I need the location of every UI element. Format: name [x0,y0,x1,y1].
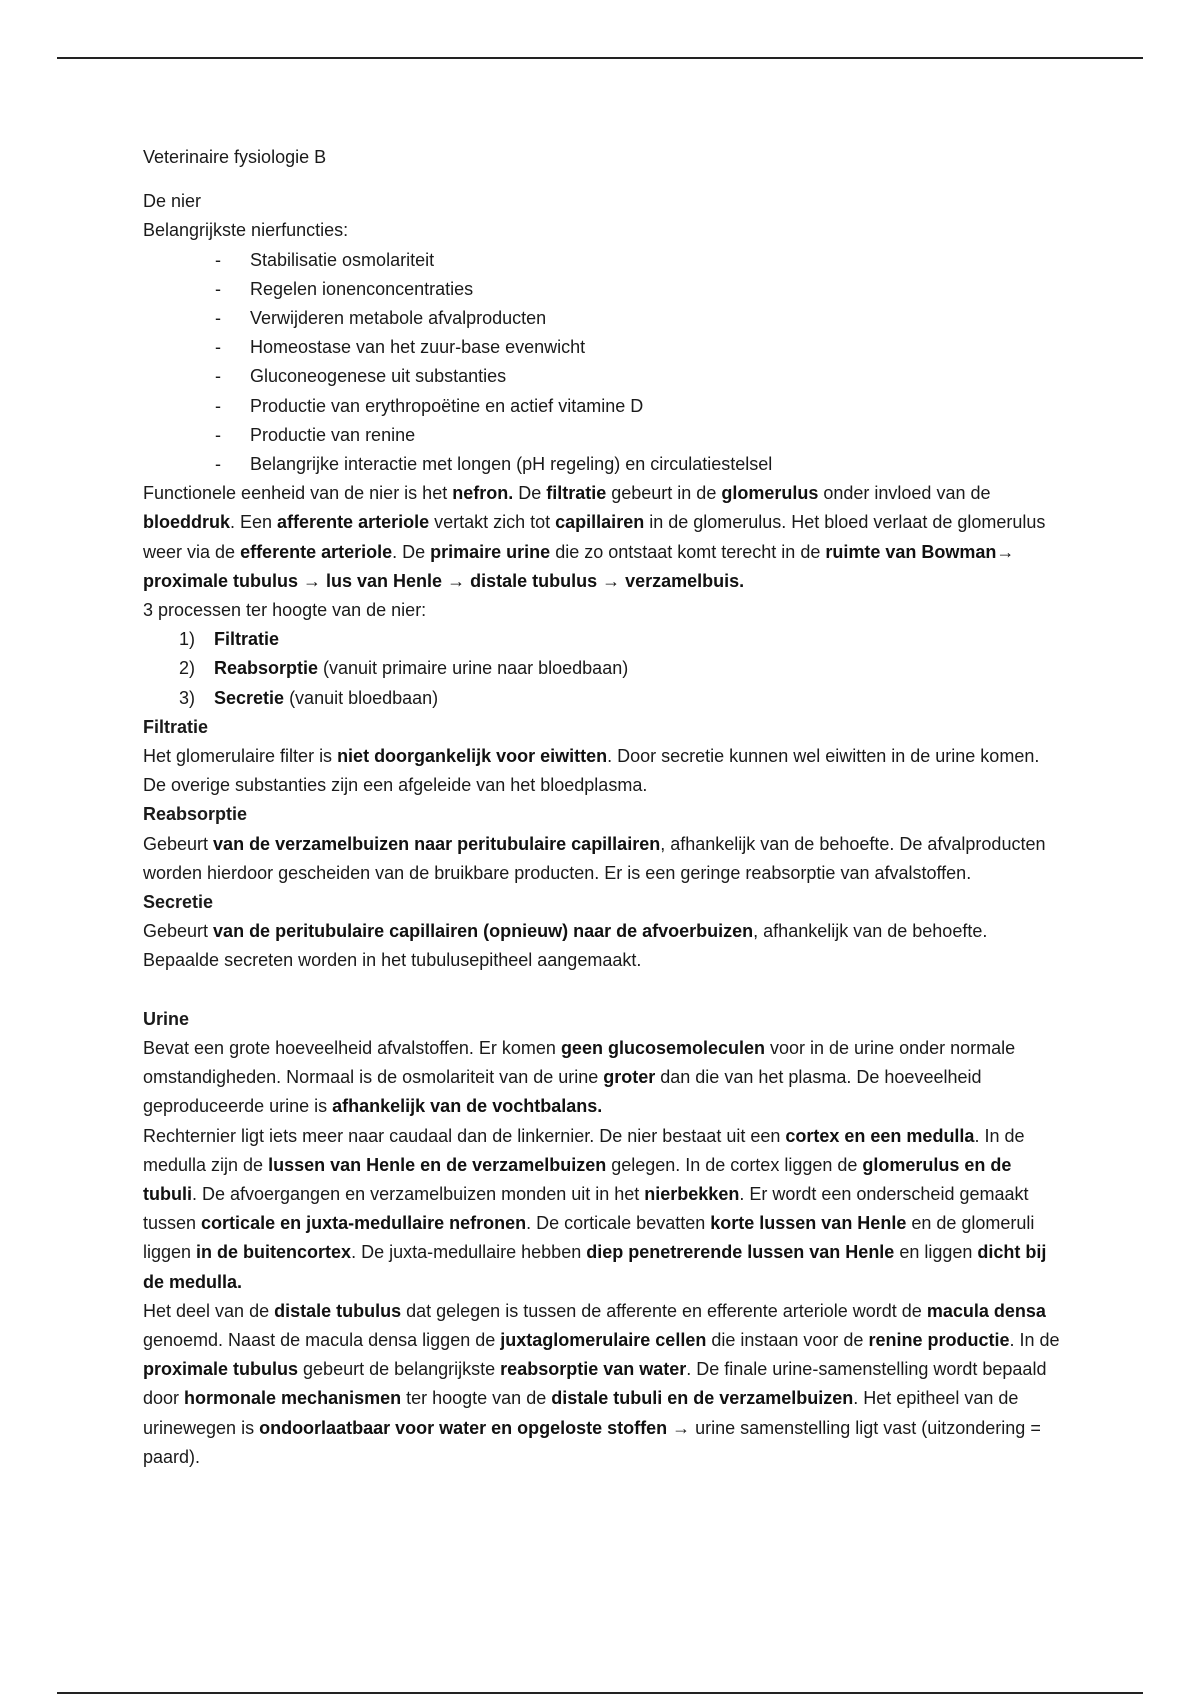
document-title: Veterinaire fysiologie B [143,147,327,167]
urine-paragraph: Bevat een grote hoeveelheid afvalstoffen. Er komen geen glucosemoleculen voor in de urine onder normale omstandigheden. Normaal is de osmolariteit van de urine groter dan die van het plasma. De hoeveelheid geproduceerde urine is afhankelijk van de vochtbalans. [143,1037,1016,1117]
macula-paragraph: Het deel van de distale tubulus dat gelegen is tussen de afferente en efferente arteriole wordt de macula densa genoemd. Naast de macula densa liggen de juxtaglomerulaire cellen die instaan voor de renine productie. In de proximale tubulus gebeurt de belangrijkste reabsorptie van water. De finale urine-samenstelling wordt bepaald door hormonale mechanismen ter hoogte van de distale tubuli en de verzamelbuizen. Het epitheel van de urinewegen is ondoorlaatbaar voor water en opgeloste stoffen → urine samenstelling ligt vast (uitzondering = paard). [143,1300,1060,1467]
list-item: 2) Reabsorptie (vanuit primaire urine naar bloedbaan) [179,658,629,679]
list-item: - Regelen ionenconcentraties [215,275,1063,304]
secretion-paragraph: Gebeurt van de peritubulaire capillairen (opnieuw) naar de afvoerbuizen, afhankelijk van de behoefte. Bepaalde secreten worden in het tubulusepitheel aangemaakt. [143,921,988,971]
nephron-paragraph: Functionele eenheid van de nier is het nefron. De filtratie gebeurt in de glomerulus onder invloed van de bloeddruk. Een afferente arteriole vertakt zich tot capillairen in de glomerulus. Het bloed verlaat de glomerulus weer via de efferente arteriole. De primaire urine die zo ontstaat komt terecht in de ruimte van Bowman→ proximale tubulus → lus van Henle → distale tubulus → verzamelbuis. [143,483,1046,591]
processes-list [143,625,1063,713]
spacer [143,976,1063,1005]
reabsorption-paragraph: Gebeurt van de verzamelbuizen naar peritubulaire capillairen, afhankelijk van de behoefte. De afvalproducten worden hierdoor gescheiden van de bruikbare producten. Er is een geringe reabsorptie van afvalstoffen. [143,833,1046,883]
reabsorption-heading: Reabsorptie [143,804,248,825]
urine-heading: Urine [143,1008,190,1029]
functions-intro: Belangrijkste nierfuncties: [143,220,349,241]
footer-rule [57,1692,1143,1694]
list-item: - Gluconeogenese uit substanties [215,362,1063,391]
anatomy-paragraph: Rechternier ligt iets meer naar caudaal dan de linkernier. De nier bestaat uit een cortex en een medulla. In de medulla zijn de lussen van Henle en de verzamelbuizen gelegen. In de cortex liggen de glomerulus en de tubuli. De afvoergangen en verzamelbuizen monden uit in het nierbekken. Er wordt een onderscheid gemaakt tussen corticale en juxta-medullaire nefronen. De corticale bevatten korte lussen van Henle en de glomeruli liggen in de buitencortex. De juxta-medullaire hebben diep penetrerende lussen van Henle en liggen dicht bij de medulla. [143,1125,1047,1292]
filtration-heading: Filtratie [143,716,209,737]
filtration-paragraph: Het glomerulaire filter is niet doorgankelijk voor eiwitten. Door secretie kunnen wel eiwitten in de urine komen. De overige substanties zijn een afgeleide van het bloedplasma. [143,746,1040,796]
header-rule [57,57,1143,59]
list-item: - Verwijderen metabole afvalproducten [215,304,1063,333]
list-item: - Productie van renine [215,421,1063,450]
list-item: - Stabilisatie osmolariteit [215,246,1063,275]
list-item: 1) Filtratie [179,629,280,650]
list-item: - Belangrijke interactie met longen (pH regeling) en circulatiestelsel [215,450,1063,479]
list-item: 3) Secretie (vanuit bloedbaan) [179,687,439,708]
processes-intro: 3 processen ter hoogte van de nier: [143,600,427,621]
secretion-heading: Secretie [143,892,214,913]
functions-list [143,246,1063,480]
list-item: - Homeostase van het zuur-base evenwicht [215,333,1063,362]
list-item: - Productie van erythropoëtine en actief vitamine D [215,392,1063,421]
section-title: De nier [143,191,202,212]
document-page [143,143,1063,1472]
